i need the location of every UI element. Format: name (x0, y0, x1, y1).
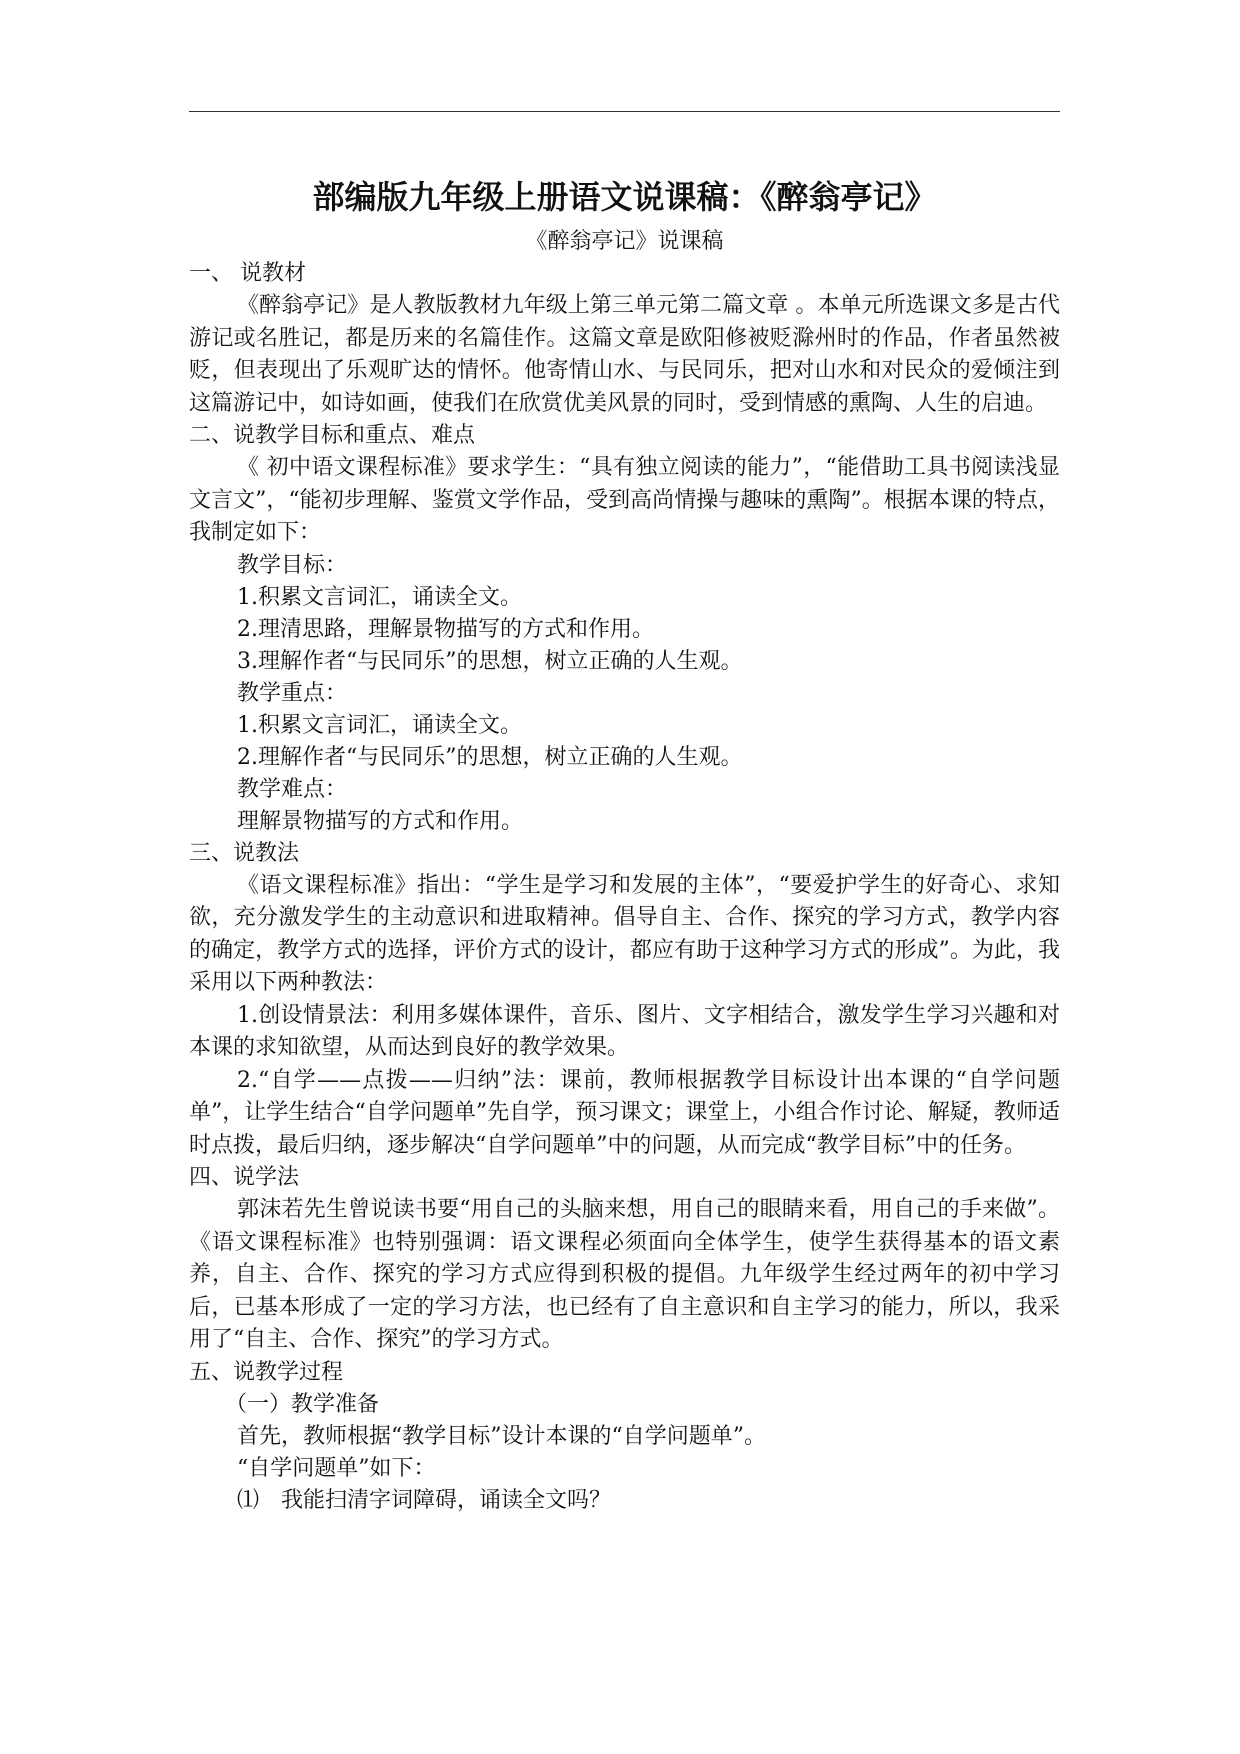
section-4-paragraph: 郭沫若先生曾说读书要“用自己的头脑来想，用自己的眼睛来看，用自己的手来做”。《语文课程标准》也特别强调：语文课程必须面向全体学生，使学生获得基本的语文素养，自主、合作、探究的学习方式应得到积极的提倡。九年级学生经过两年的初中学习后，已基本形成了一定的学习方法，也已经有了自主意识和自主学习的能力，所以，我采用了“自主、合作、探究”的学习方式。 (189, 1197, 1060, 1352)
document-title: 部编版九年级上册语文说课稿：《醉翁亭记》 (312, 178, 937, 216)
section-3-paragraph-3: 2.“自学——点拨——归纳”法：课前，教师根据教学目标设计出本课的“自学问题单”，让学生结合“自学问题单”先自学，预习课文；课堂上，小组合作讨论、解疑，教师适时点拨，最后归纳，逐步解决“自学问题单”中的问题，从而完成“教学目标”中的任务。 (189, 1067, 1060, 1158)
section-heading-1: 一、 说教材 (189, 261, 306, 286)
section-1-paragraph: 《醉翁亭记》是人教版教材九年级上第三单元第二篇文章 。本单元所选课文多是古代游记或名胜记，都是历来的名篇佳作。这篇文章是欧阳修被贬滁州时的作品，作者虽然被贬，但表现出了乐观旷达的情怀。他寄情山水、与民同乐，把对山水和对民众的爱倾注到这篇游记中，如诗如画，使我们在欣赏优美风景的同时，受到情感的熏陶、人生的启迪。 (189, 293, 1060, 416)
document-subtitle: 《醉翁亭记》说课稿 (525, 229, 724, 254)
section-3-paragraph-1: 《语文课程标准》指出：“学生是学习和发展的主体”，“要爱护学生的好奇心、求知欲，充分激发学生的主动意识和进取精神。倡导自主、合作、探究的学习方式，教学内容的确定，教学方式的选择，评价方式的设计，都应有助于这种学习方式的形成”。为此，我采用以下两种教法： (189, 872, 1060, 995)
section-5-paragraph-1: 首先，教师根据“教学目标”设计本课的“自学问题单”。 (237, 1423, 766, 1449)
section-heading-3: 三、说教法 (189, 840, 300, 866)
difficulty-label: 教学难点： (237, 776, 348, 802)
difficulty-1: 理解景物描写的方式和作用。 (237, 808, 524, 834)
document-body (189, 172, 1060, 1517)
section-5-subheading: （一）教学准备 (225, 1391, 380, 1417)
key-point-1: 1.积累文言词汇，诵读全文。 (237, 712, 522, 738)
section-5-paragraph-2: “自学问题单”如下： (237, 1455, 436, 1481)
header-rule (189, 111, 1060, 112)
section-heading-4: 四、说学法 (189, 1165, 300, 1190)
question-item-1: ⑴ 我能扫清字词障碍，诵读全文吗？ (237, 1487, 612, 1513)
key-points-label: 教学重点： (237, 680, 348, 706)
section-2-paragraph: 《 初中语文课程标准》要求学生：“具有独立阅读的能力”，“能借助工具书阅读浅显文言文”，“能初步理解、鉴赏文学作品，受到高尚情操与趣味的熏陶”。根据本课的特点，我制定如下： (189, 455, 1060, 545)
section-3-paragraph-2: 1.创设情景法：利用多媒体课件，音乐、图片、文字相结合，激发学生学习兴趣和对本课的求知欲望，从而达到良好的教学效果。 (189, 1002, 1060, 1060)
key-point-2: 2.理解作者“与民同乐”的思想，树立正确的人生观。 (237, 744, 743, 770)
goal-item-2: 2.理清思路，理解景物描写的方式和作用。 (237, 616, 654, 642)
goal-item-3: 3.理解作者“与民同乐”的思想，树立正确的人生观。 (237, 648, 743, 674)
goals-label: 教学目标： (237, 552, 348, 578)
goal-item-1: 1.积累文言词汇，诵读全文。 (237, 584, 522, 610)
section-heading-2: 二、说教学目标和重点、难点 (189, 423, 476, 448)
section-heading-5: 五、说教学过程 (189, 1359, 344, 1385)
